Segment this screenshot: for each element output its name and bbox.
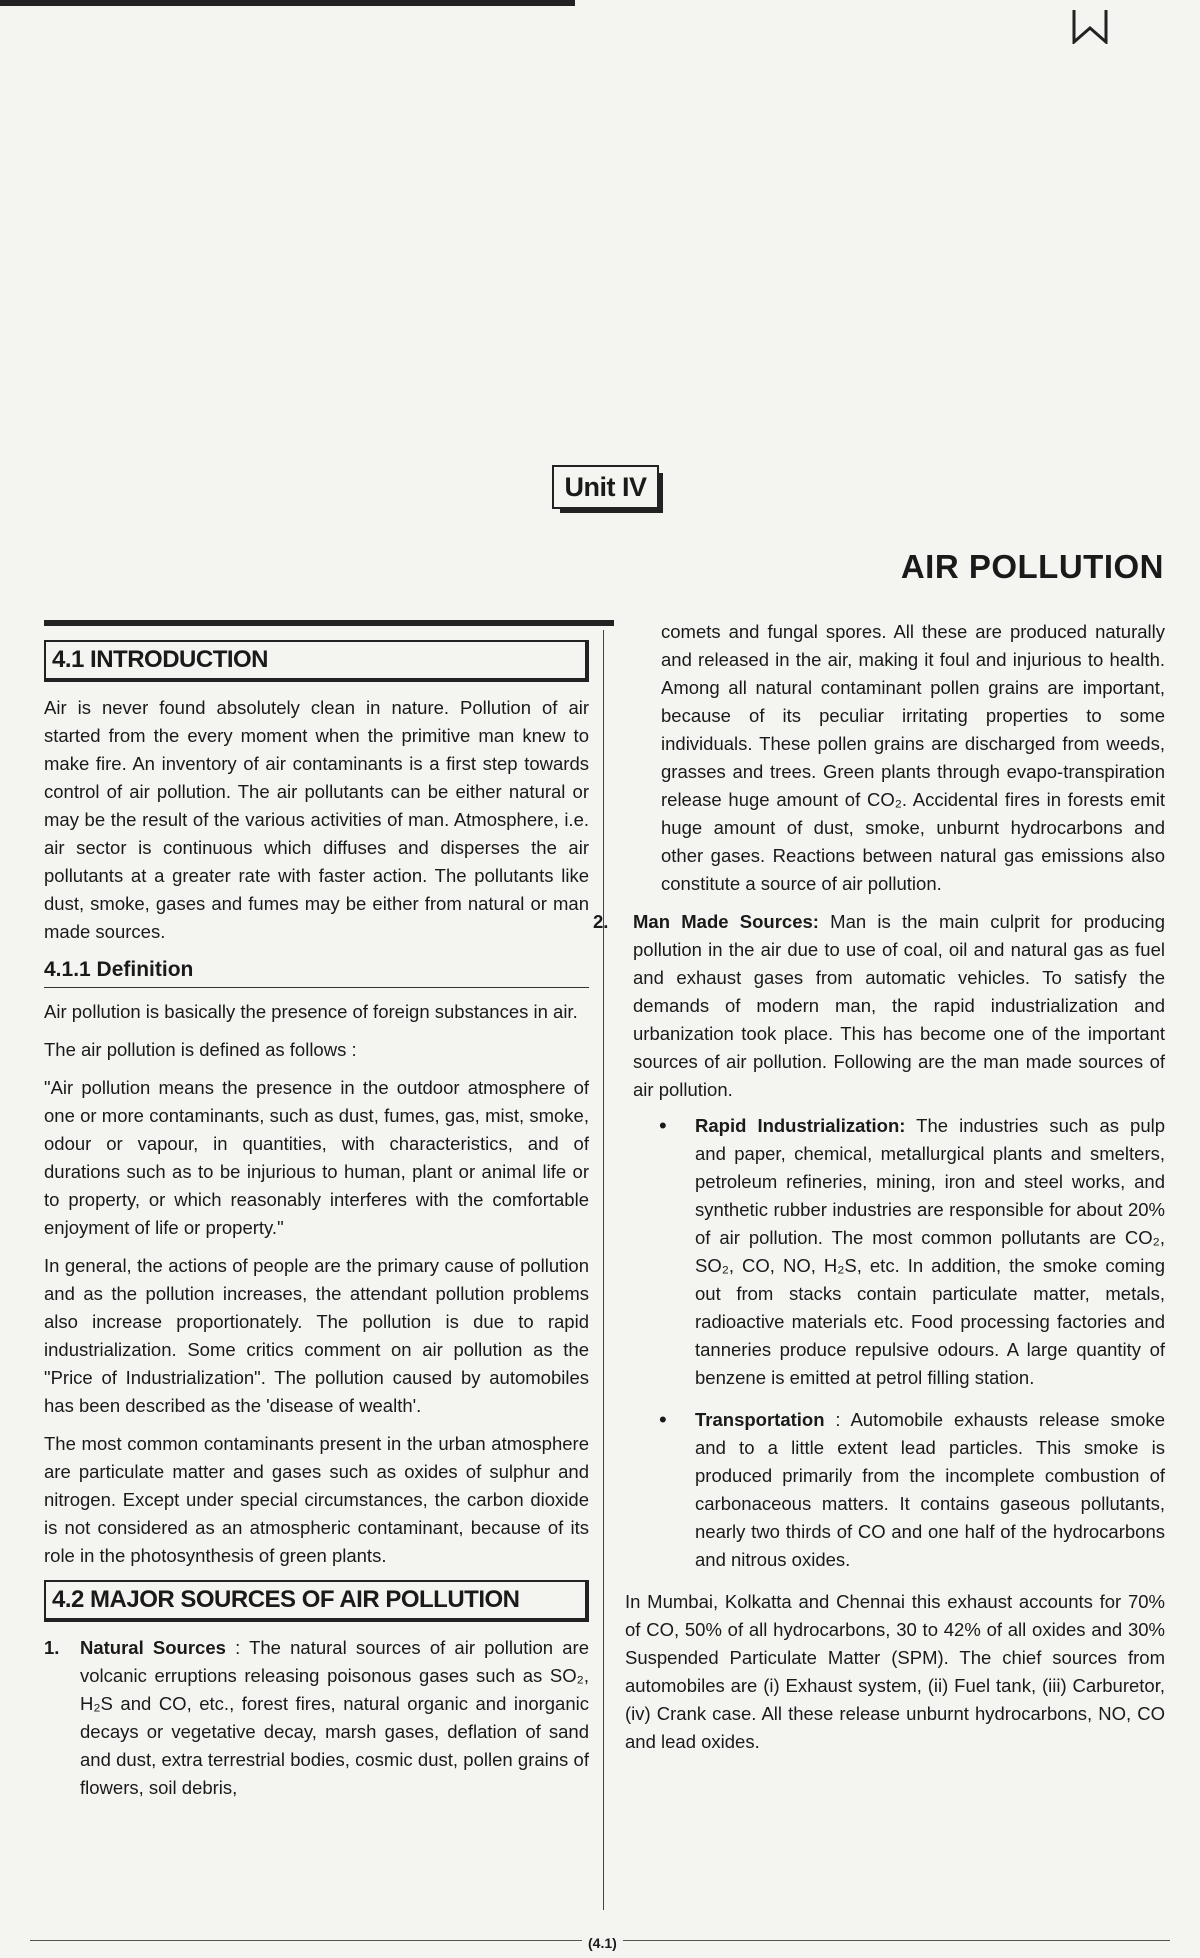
column-divider: [603, 630, 604, 1910]
section-heading-introduction: 4.1 INTRODUCTION: [44, 640, 589, 682]
bullet-text: The industries such as pulp and paper, chemical, metallurgical plants and smelters, petroleum refineries, mining, iron and steel works, and synthetic rubber industries are responsible for about 20% of air pollution. The most common pollutants are CO₂, SO₂, CO, NO, H₂S, etc. In addition, the smoke coming out from stacks contain particulate matter, metals, radioactive materials etc. Food processing factories and tanneries produce repulsive odours. A large quantity of benzene is emitted at petrol filling station.: [695, 1115, 1166, 1388]
bullet-body: [695, 1406, 1165, 1574]
list-item-body: [80, 1634, 589, 1802]
list-item-title: Natural Sources: [80, 1637, 226, 1658]
list-item-body: [629, 908, 1165, 1104]
header-rule: [44, 620, 614, 626]
list-number: 2.: [593, 911, 609, 932]
bookmark-icon[interactable]: [1070, 8, 1110, 44]
metro-cities-paragraph: In Mumbai, Kolkatta and Chennai this exhaust accounts for 70% of CO, 50% of all hydrocarbons, 30 to 42% of all oxides and 30% Suspended Particulate Matter (SPM). The chief sources from automobiles are (i) Exhaust system, (ii) Fuel tank, (iii) Carburetor, (iv) Crank case. All these release unburnt hydrocarbons, NO, CO and lead oxides.: [625, 1591, 1165, 1752]
section-heading-sources: 4.2 MAJOR SOURCES OF AIR POLLUTION: [44, 1580, 589, 1622]
bullet-rapid-industrialization: [659, 1112, 1165, 1392]
general-paragraph: In general, the actions of people are the primary cause of pollution and as the pollution increases, the attendant pollution problems also increase proportionately. The pollution is due to rapid industrialization. Some critics comment on air pollution as the "Price of Industrialization". The pollution caused by automobiles has been described as the 'disease of wealth'.: [44, 1255, 589, 1416]
right-column: [593, 618, 1166, 1766]
natural-sources-continued: comets and fungal spores. All these are produced naturally and released in the air, making it foul and injurious to health. Among all natural contaminant pollen grains are important, because of its peculiar irritating properties to some individuals. These pollen grains are discharged from weeds, grasses and trees. Green plants through evapo-transpiration release huge amount of CO₂. Accidental fires in forests emit huge amount of dust, smoke, unburnt hydrocarbons and other gases. Reactions between natural gas emissions also constitute a source of air pollution.: [661, 621, 1165, 894]
bullet-body: [695, 1112, 1165, 1392]
list-item-title: Man Made Sources:: [633, 911, 819, 932]
common-contaminants-paragraph: The most common contaminants present in the urban atmosphere are particulate matter and gases such as oxides of sulphur and nitrogen. Except under special circumstances, the carbon dioxide is not considered as an atmospheric contaminant, because of its role in the photosynthesis of green plants.: [44, 1433, 589, 1566]
definition-lead: The air pollution is defined as follows :: [44, 1039, 357, 1060]
top-border-bar: [0, 0, 575, 6]
page-number: (4.1): [582, 1935, 623, 1951]
bullet-dot: •: [659, 1407, 667, 1432]
bullet-dot: •: [659, 1113, 667, 1138]
bullet-transportation: [659, 1406, 1165, 1574]
chapter-title: AIR POLLUTION: [900, 548, 1164, 585]
unit-label: Unit IV: [552, 465, 659, 509]
definition-quote: "Air pollution means the presence in the outdoor atmosphere of one or more contaminants, such as dust, fumes, gas, mist, smoke, odour or vapour, in quantities, with characteristics, and of durations such as to be injurious to human, plant or animal life or to property, or which reasonably interferes with the comfortable enjoyment of life or property.": [44, 1077, 589, 1238]
bullet-title: Transportation: [695, 1409, 825, 1430]
list-item-man-made-sources: [593, 908, 1165, 1104]
list-number: 1.: [44, 1637, 60, 1658]
bullet-text: : Automobile exhausts release smoke and to a little extent lead particles. This smoke is produced primarily from the incomplete combustion of carbonaceous matters. It contains gaseous pollutants, nearly two thirds of CO and one half of the hydrocarbons and nitrous oxides.: [695, 1409, 1165, 1570]
intro-paragraph: Air is never found absolutely clean in nature. Pollution of air started from the every moment when the primitive man knew to make fire. An inventory of air contaminants is a first step towards control of air pollution. The air pollutants can be either natural or may be the result of the various activities of man. Atmosphere, i.e. air sector is continuous which diffuses and disperses the air pollutants at a greater rate with faster action. The pollutants like dust, smoke, gases and fumes may be either from natural or man made sources.: [44, 697, 589, 942]
bullet-title: Rapid Industrialization:: [695, 1115, 906, 1136]
list-item-natural-sources: [44, 1634, 589, 1802]
list-item-text: : The natural sources of air pollution are volcanic erruptions releasing poisonous gases such as SO₂, H₂S and CO, etc., forest fires, natural organic and inorganic decays or vegetative decay, marsh gases, deflation of sand and dust, extra terrestrial bodies, cosmic dust, pollen grains of flowers, soil debris,: [80, 1637, 589, 1798]
list-item-text: Man is the main culprit for producing pollution in the air due to use of coal, oil and natural gas as fuel and exhaust gases from automatic vehicles. To satisfy the demands of modern man, the rapid industrialization and urbanization took place. This has become one of the important sources of air pollution. Following are the man made sources of air pollution.: [633, 911, 1165, 1100]
left-column: [44, 640, 589, 1810]
definition-paragraph: Air pollution is basically the presence of foreign substances in air.: [44, 1001, 578, 1022]
subsection-heading-definition: 4.1.1 Definition: [44, 956, 589, 988]
